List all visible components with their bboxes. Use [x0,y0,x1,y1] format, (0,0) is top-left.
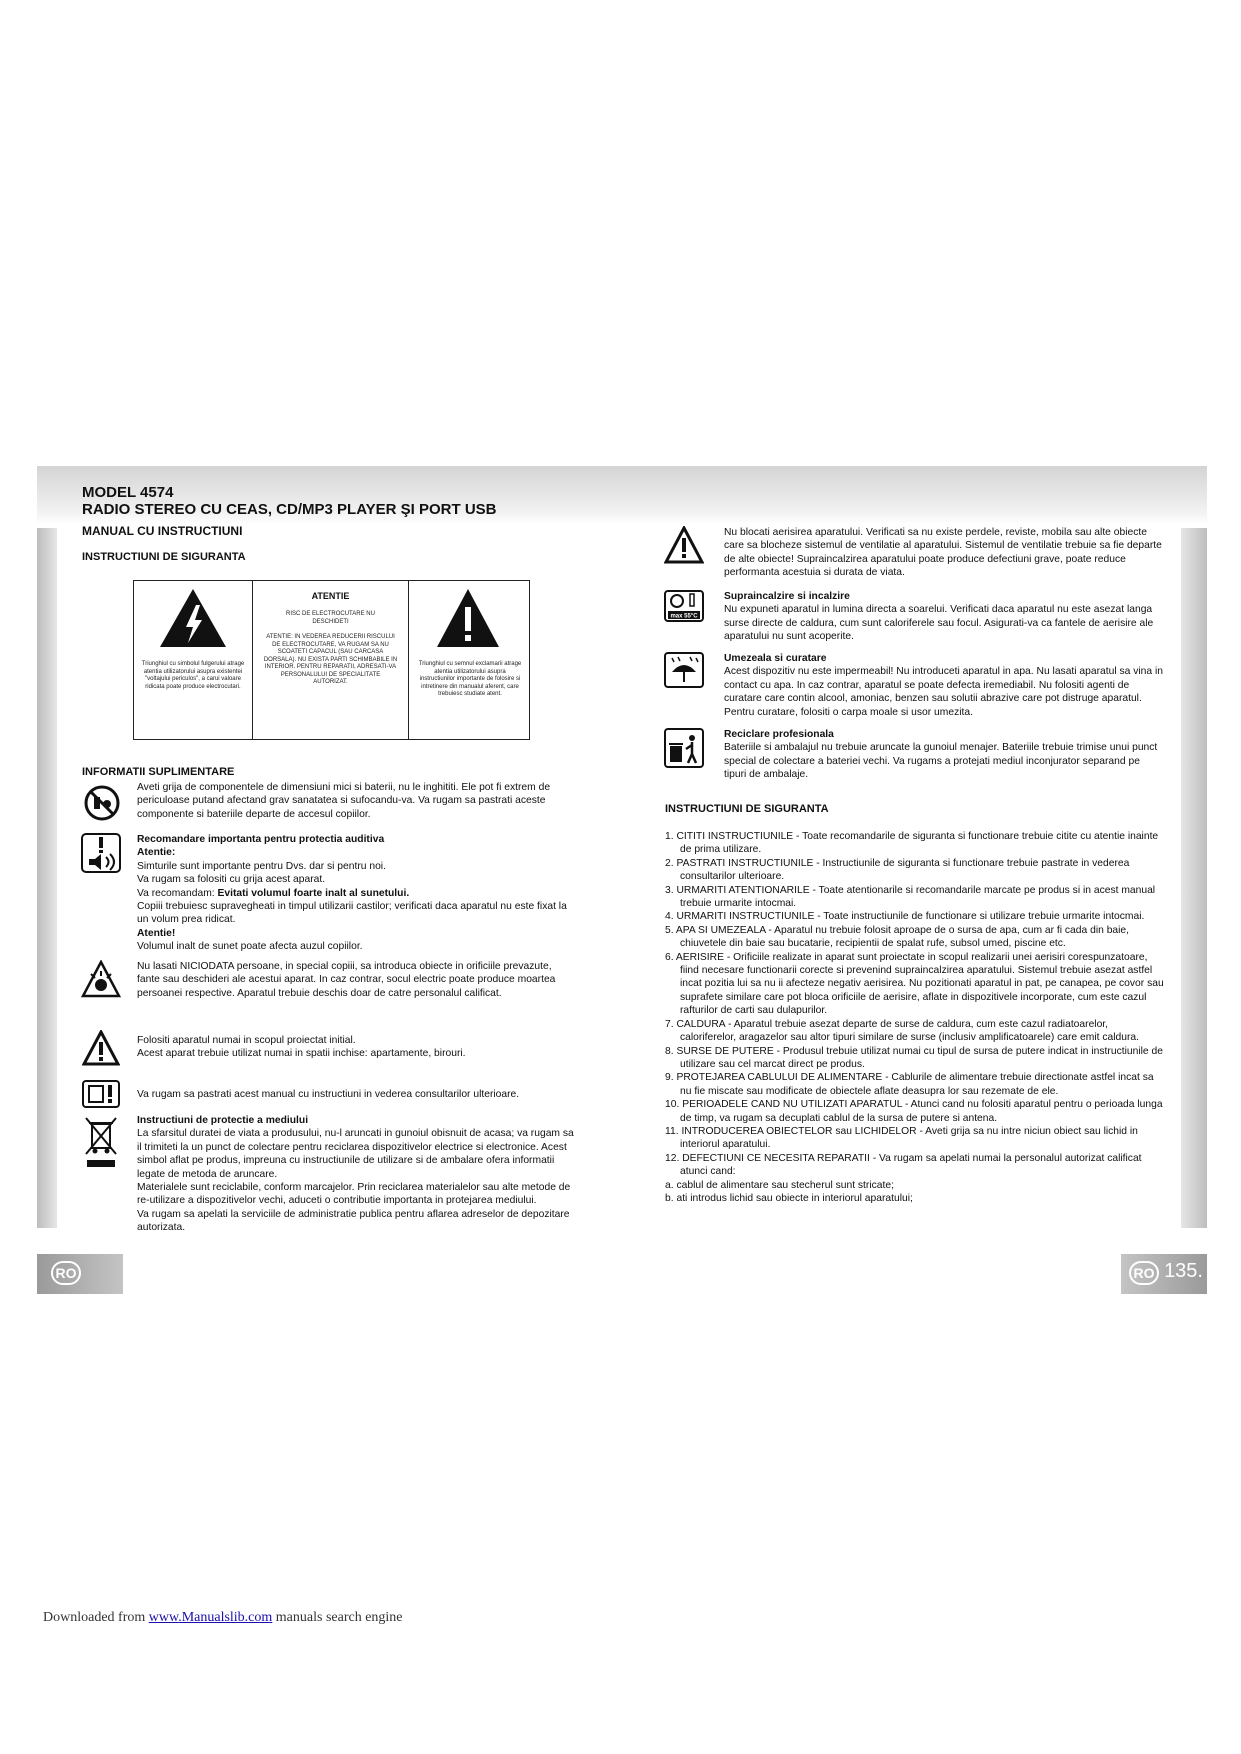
lightning-caption: Triunghiul cu simbolul fulgerului atrage atentia utilizatorului asupra existentei "voltajului periculos", a carui valoare ridicata poate produce electrocutari. [141,661,245,690]
safety-item-number: 10. [665,1099,680,1111]
safety-item-text: CITITI INSTRUCTIUNILE - Toate recomandarile de siguranta si functionare trebuie citite cu atentie inainte de prima utilizare. [676,831,1159,856]
temperature-icon-label: max 55°C [670,613,698,620]
manual-book-icon [82,1080,120,1108]
safety-heading-left: INSTRUCTIUNI DE SIGURANTA [82,551,246,563]
objects-warning-text: Nu lasati NICIODATA persoane, in special copiii, sa introduca obiecte in orificiile prevazute, fante sau deschideri ale acestui aparat. In caz contrar, socul electric poate produce moartea persoanei respective. Aparatul trebuie deschis doar de catre personalul calificat. [137,961,556,999]
download-footer [43,1610,403,1626]
environment-block [137,1114,577,1235]
indoor-line-2: Acest aparat trebuie utilizat numai in spatii inchise: apartamente, birouri. [137,1048,466,1060]
hearing-recommend-bold: Evitati volumul foarte inalt al sunetului. [217,887,410,899]
safety-item-number: 7. [665,1018,674,1030]
ventilation-text: Nu blocati aerisirea aparatului. Verificati sa nu existe perdele, reviste, mobila sau alte obiecte care sa blocheze sistemul de ventilatie al aparatului. Sistemul de ventilatie trebuie sa fie departe de alte obiecte! Supraincalzirea aparatului poate produce defectiuni grave, poate reduce performanta acestuia si durata de viata. [724,527,1162,579]
lightning-warning-icon [158,587,228,649]
hearing-title: Recomandare importanta pentru protectia auditiva [137,834,385,845]
safety-heading-right: INSTRUCTIUNI DE SIGURANTA [665,803,829,815]
info-heading: INFORMATII SUPLIMENTARE [82,766,235,778]
safety-list-item [665,857,1165,884]
warning-cell-exclamation [409,581,529,739]
ventilation-warning-icon [664,526,704,564]
safety-item-number: 4. [665,911,674,923]
heat-text: Nu expuneti aparatul in lumina directa a soarelui. Verificati daca aparatul nu este asezat langa surse directe de caldura, cum sunt caloriferele sau focul. Asigurati-va ca fantele de aerisire ale aparatului nu sunt acoperite. [724,604,1154,643]
hearing-block [137,833,577,954]
safety-item-text: INTRODUCEREA OBIECTELOR sau LICHIDELOR - Aveti grija sa nu intre niciun obiect sau lichid in interiorul aparatului. [680,1125,1138,1151]
model-title: MODEL 4574 [82,484,174,501]
safety-item-number: 5. [665,924,674,936]
page-number: 135. [1164,1260,1203,1282]
safety-list-item [665,1098,1165,1125]
safety-list-item [665,1018,1165,1045]
environment-text-2: Materialele sunt reciclabile, conform marcajelor. Prin reciclarea materialelor sau alte metode de re-utilizare a dispozitivelor vechi, aduceti o contributie importanta in protejarea mediului. [137,1182,571,1207]
footer-prefix: Downloaded from [43,1610,149,1625]
safety-item-text: ati introdus lichid sau obiecte in interiorul aparatului; [676,1192,913,1204]
safety-item-number: 1. [665,831,674,842]
hearing-recommend-prefix: Va recomandam: [137,887,218,899]
electric-hazard-icon [81,960,121,998]
manualslib-link[interactable]: www.Manualslib.com [148,1610,273,1625]
safety-item-text: AERISIRE - Orificiile realizate in aparat sunt proiectate in scopul realizarii unei aerisiri corespunzatoare, fiind necesare functionarii corecte si prevenind supraincalzirea aparatului. Sistemul trebuie asezat astfel incat pozitia lui sa nu ii afecteze negativ aerisirea. Nu pozitionati aparatul in pat, pe canapea, pe covor sau suprafete similare care pot bloca orificiile de aerisire, aflate in dispozitivele incorporate, cum este cazul rafturilor de carti sau dulapurilor. [675,951,1164,1017]
manual-spread [37,466,1207,1298]
right-edge-band [1181,528,1207,1228]
warning-center-title: ATENTIE [311,591,350,601]
safety-item-number: 6. [665,951,674,963]
exclamation-warning-icon [435,587,501,649]
safety-item-number: 3. [665,884,674,896]
moisture-block [724,652,1164,719]
exclamation-caption: Triunghiul cu semnul exclamarii atrage atentia utilizatorului asupra instructiunilor importante de folosire si intretinere din manualul aferent, care trebuiesc studiate atent. [418,661,522,697]
heat-title: Supraincalzire si incalzire [724,591,850,602]
warning-cell-center [253,581,409,739]
safety-list-item [665,1152,1165,1179]
recycle-title: Reciclare profesionala [724,729,834,740]
footer-suffix: manuals search engine [272,1610,403,1625]
heat-block [724,590,1164,644]
safety-item-text: DEFECTIUNI CE NECESITA REPARATII - Va rugam sa apelati numai la personalul autorizat calificat atunci cand: [680,1152,1142,1178]
safety-list-item [665,1192,1165,1205]
indoor-line-1: Folositi aparatul numai in scopul proiectat initial. [137,1035,356,1046]
moisture-title: Umezeala si curatare [724,653,827,664]
warning-center-sub: RISC DE ELECTROCUTARE NU DESCHIDETI [286,611,375,625]
hearing-attention-2: Atentie! [137,927,176,939]
safety-list-item [665,910,1165,923]
manual-heading: MANUAL CU INSTRUCTIUNI [82,524,243,538]
warning-box [133,580,530,740]
safety-item-text: URMARITI ATENTIONARILE - Toate atentionarile si recomandarile marcate pe produs si in acest manual trebuie urmarite intocmai. [676,884,1156,910]
hearing-attention-1: Atentie: [137,847,176,859]
language-badge-left: RO [51,1261,81,1285]
recycle-text: Bateriile si ambalajul nu trebuie aruncate la gunoiul menajer. Bateriile trebuie trimise unui punct special de colectare a bateriei vechi. Va rugams a protejati mediul inconjurator separand pe tipuri de ambalaje. [724,742,1158,781]
safety-item-number: 2. [665,857,674,869]
safety-item-text: PERIOADELE CAND NU UTILIZATI APARATUL - Atunci cand nu folositi aparatul pentru o perioada lunga de timp, va rugam sa decuplati cablul de la sursa de putere si antena. [680,1099,1163,1124]
safety-item-text: PROTEJAREA CABLULUI DE ALIMENTARE - Cablurile de alimentare trebuie directionate astfel incat sa nu fie miscate sau modificate de obiectele aflate deasupra lor sau rezemate de ele. [676,1072,1154,1097]
left-edge-band [37,528,57,1228]
hearing-line-1: Simturile sunt importante pentru Dvs. dar si pentru noi. [137,860,386,872]
safety-item-number: b. [665,1192,674,1204]
caution-triangle-icon [82,1030,120,1066]
temperature-icon [664,590,704,622]
hearing-protection-icon [81,833,121,873]
footer-band-right [1121,1254,1207,1294]
safety-list-item [665,1045,1165,1072]
safety-item-text: URMARITI INSTRUCTIUNILE - Toate instructiunile de functionare si utilizare trebuie urmarite intocmai. [676,911,1145,923]
safety-list [665,830,1165,1205]
safety-list-item [665,884,1165,911]
safety-item-number: 12. [665,1152,680,1164]
safety-item-number: 11. [665,1125,679,1137]
hearing-line-4: Volumul inalt de sunet poate afecta auzul copiilor. [137,941,363,953]
safety-item-text: PASTRATI INSTRUCTIUNILE - Instructiunile de siguranta si functionare trebuie pastrate in vederea consultarilor ulterioare. [676,857,1130,883]
safety-list-item [665,1071,1165,1098]
language-badge-right: RO [1129,1261,1159,1285]
small-parts-text: Aveti grija de componentele de dimensiuni mici si baterii, nu le inghititi. Ele pot fi extrem de periculoase putand afectand grav sanatatea si sufocandu-va. Va rugam sa pastrati aceste componente si bateriile departe de accesul copiilor. [137,782,551,820]
safety-item-text: APA SI UMEZEALA - Aparatul nu trebuie folosit aproape de o sursa de apa, cum ar fi cada din baie, chiuvetele din baie sau bucatarie, recipientii de spalat rufe, subsol umed, piscine etc. [675,924,1130,950]
product-title: RADIO STEREO CU CEAS, CD/MP3 PLAYER ŞI PORT USB [82,501,497,518]
warning-center-text: ATENTIE: IN VEDEREA REDUCERII RISCULUI DE ELECTROCUTARE, VA RUGAM SA NU SCOATETI CAPACUL (SAU CARCASA DORSALA). NU EXISTA PARTI SCHIMBABILE IN INTERIOR. PENTRU REPARATII, ADRESATI-VA PERSONALULUI DE SPECIALITATE AUTORIZAT. [263,634,398,685]
safety-list-item [665,1125,1165,1152]
environment-text-1: La sfarsitul duratei de viata a produsului, nu-l aruncati in gunoiul obisnuit de acasa; va rugam sa il trimiteti la un punct de colectare pentru reciclarea dispozitivelor electrice si electronice. Acest simbol aflat pe produs, impreuna cu instructiunile de utilizare si de ambalare ofera informatii legate de metoda de aruncare. [137,1128,574,1180]
safety-list-item [665,951,1165,1018]
keep-manual-text: Va rugam sa pastrati acest manual cu instructiuni in vederea consultarilor ulterioare. [137,1089,520,1100]
hearing-line-2: Va rugam sa folositi cu grija acest aparat. [137,874,326,886]
safety-list-item [665,830,1165,857]
environment-text-3: Va rugam sa apelati la serviciile de administratie publica pentru aflarea adreselor de depozitare autorizata. [137,1208,570,1234]
hearing-line-3: Copiii trebuiesc supravegheati in timpul utilizarii castilor; verificati daca aparatul nu este fixat la un volum prea ridicat. [137,901,567,926]
safety-item-number: a. [665,1179,674,1191]
moisture-icon [664,652,704,688]
no-small-parts-icon [83,784,121,822]
safety-item-text: SURSE DE PUTERE - Produsul trebuie utilizat numai cu tipul de sursa de putere indicat in instructiunile de utilizare sau cel marcat direct pe produs. [676,1045,1163,1070]
warning-cell-lightning [134,581,253,739]
indoor-block [137,1034,577,1061]
footer-band-left [37,1254,123,1294]
safety-item-text: CALDURA - Aparatul trebuie asezat departe de surse de caldura, cum este cazul radiatoarelor, caloriferelor, aragazelor sau altor tipuri similare de surse (inclusiv amplificatoarele) care emit caldura. [676,1018,1139,1044]
environment-title: Instructiuni de protectie a mediului [137,1115,309,1126]
recycling-bin-icon [664,728,704,768]
safety-item-number: 9. [665,1072,674,1084]
safety-list-item [665,924,1165,951]
safety-item-text: cablul de alimentare sau stecherul sunt stricate; [676,1179,894,1191]
moisture-text: Acest dispozitiv nu este impermeabil! Nu introduceti aparatul in apa. Nu lasati aparatul sa vina in contact cu apa. In caz contrar, aparatul se poate defecta iremediabil. Nu folositi agenti de curatare care contin alcool, amoniac, benzen sau solutii abrazive care pot distruge aparatul. Pentru curatare, folositi o carpa moale si usor umezita. [724,666,1163,718]
weee-bin-icon [83,1114,119,1170]
recycle-block [724,728,1164,782]
safety-list-item [665,1179,1165,1192]
safety-item-number: 8. [665,1045,674,1057]
